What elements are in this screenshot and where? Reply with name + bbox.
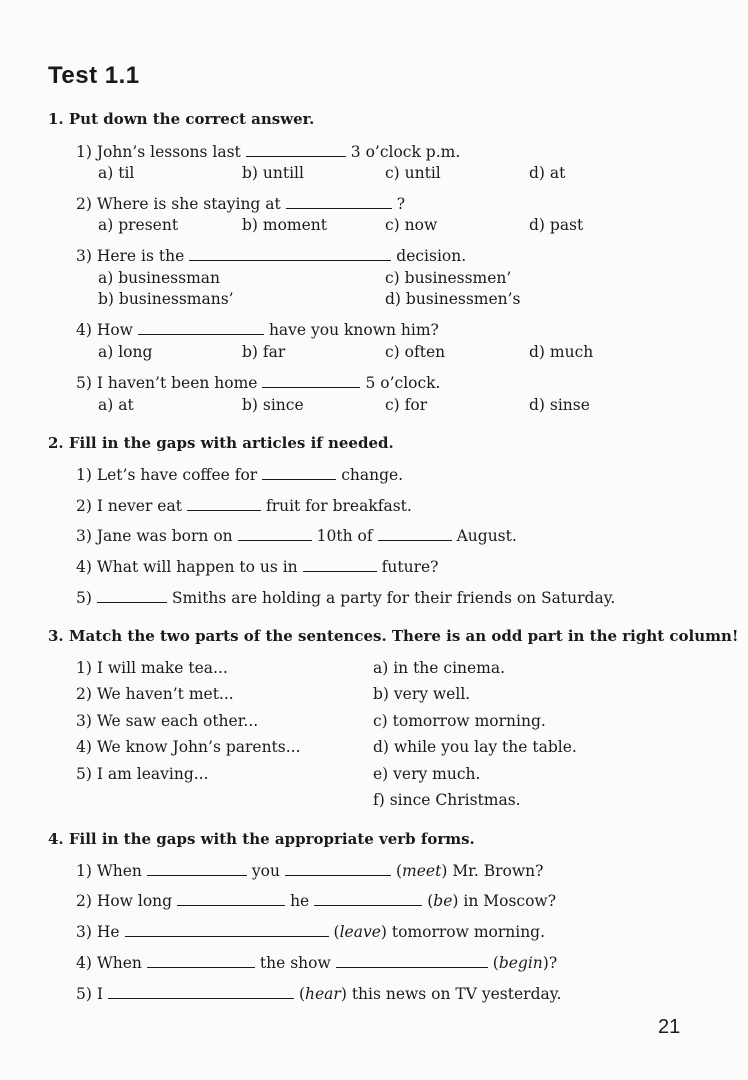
s1-q5-text: 5) I haven’t been home (76, 374, 258, 392)
section-3-heading: 3. Match the two parts of the sentences. There is an odd part in the right column! (48, 627, 739, 645)
s4-line-4: 4) When the show (begin)? (76, 954, 558, 972)
s1-q5-option-d[interactable]: d) sinse (529, 396, 590, 414)
s1-q1-stem (76, 142, 460, 162)
verb-hint: meet (402, 862, 442, 880)
s1-q2-text: 2) Where is she staying at (76, 195, 281, 213)
s1-q4-option-c[interactable]: c) often (385, 343, 446, 361)
s1-q1-text-end: 3 o’clock p.m. (350, 143, 461, 161)
answer-gap[interactable] (189, 246, 391, 261)
s1-q2-stem (76, 194, 405, 214)
s2-l1-text-end: change. (341, 466, 404, 484)
s4-l3-text-end: tomorrow morning. (391, 923, 546, 941)
s2-l5-text-end: Smiths are holding a party for their friends on Saturday. (171, 589, 616, 607)
answer-gap[interactable] (262, 373, 360, 388)
s4-l4-text-mid: the show (259, 954, 331, 972)
s2-l5-text: 5) (76, 589, 92, 607)
answer-gap[interactable] (238, 526, 312, 541)
answer-gap[interactable] (147, 861, 247, 876)
s2-l3-text-mid: 10th of (316, 527, 373, 545)
s1-q2-option-d[interactable]: d) past (529, 216, 584, 234)
s1-q4-option-b[interactable]: b) far (242, 343, 286, 361)
section-1-heading: 1. Put down the correct answer. (48, 110, 315, 128)
s1-q4-text: 4) How (76, 321, 133, 339)
s2-line-3 (76, 526, 517, 546)
page-title: Test 1.1 (48, 62, 140, 89)
s3-left-item-3[interactable]: 3) We saw each other... (76, 712, 259, 730)
s3-left-item-5[interactable]: 5) I am leaving... (76, 765, 209, 783)
s1-q1-text: 1) John’s lessons last (76, 143, 241, 161)
s1-q5-option-b[interactable]: b) since (242, 396, 304, 414)
s4-line-1: 1) When you (meet) Mr. Brown? (76, 862, 544, 880)
verb-hint: begin (498, 954, 543, 972)
page-number: 21 (658, 1016, 681, 1038)
s4-l2-text-mid: he (290, 892, 310, 910)
s4-line-2: 2) How long he (be) in Moscow? (76, 892, 557, 910)
s3-right-item-c[interactable]: c) tomorrow morning. (373, 712, 546, 730)
s3-right-item-d[interactable]: d) while you lay the table. (373, 738, 577, 756)
s4-line-5: 5) I (hear) this news on TV yesterday. (76, 985, 562, 1003)
answer-gap[interactable] (314, 891, 422, 906)
verb-hint: hear (305, 985, 341, 1003)
s1-q3-text-end: decision. (396, 247, 467, 265)
answer-gap[interactable] (246, 142, 346, 157)
s2-line-1 (76, 465, 403, 485)
answer-gap[interactable] (97, 588, 167, 603)
answer-gap[interactable] (303, 557, 377, 572)
s4-l4-text-end: ? (548, 954, 558, 972)
section-2-heading: 2. Fill in the gaps with articles if needed. (48, 434, 394, 452)
s1-q3-stem (76, 246, 466, 266)
s1-q3-text: 3) Here is the (76, 247, 185, 265)
s2-l3-text: 3) Jane was born on (76, 527, 233, 545)
s1-q5-option-a[interactable]: a) at (98, 396, 134, 414)
s3-right-item-e[interactable]: e) very much. (373, 765, 481, 783)
s1-q5-option-c[interactable]: c) for (385, 396, 428, 414)
s4-line-3: 3) He (leave) tomorrow morning. (76, 923, 546, 941)
s1-q2-option-b[interactable]: b) moment (242, 216, 328, 234)
s1-q4-option-a[interactable]: a) long (98, 343, 153, 361)
answer-gap[interactable] (262, 465, 336, 480)
answer-gap[interactable] (285, 861, 391, 876)
s1-q2-option-a[interactable]: a) present (98, 216, 179, 234)
s3-left-item-4[interactable]: 4) We know John’s parents... (76, 738, 301, 756)
s1-q4-stem (76, 320, 439, 340)
answer-gap[interactable] (177, 891, 285, 906)
s1-q4-option-d[interactable]: d) much (529, 343, 594, 361)
s3-right-item-b[interactable]: b) very well. (373, 685, 471, 703)
s4-l1-text-end: Mr. Brown? (452, 862, 544, 880)
answer-gap[interactable] (125, 922, 329, 937)
s4-l2-text: 2) How long (76, 892, 173, 910)
s4-l4-text: 4) When (76, 954, 142, 972)
s2-l4-text: 4) What will happen to us in (76, 558, 298, 576)
verb-hint: leave (339, 923, 381, 941)
s2-line-5 (76, 588, 615, 608)
verb-hint: be (433, 892, 453, 910)
s2-l3-text-end: August. (456, 527, 517, 545)
s3-right-item-f[interactable]: f) since Christmas. (373, 791, 521, 809)
s4-l5-text-end: this news on TV yesterday. (351, 985, 562, 1003)
answer-gap[interactable] (108, 984, 294, 999)
s2-l1-text: 1) Let’s have coffee for (76, 466, 258, 484)
answer-gap[interactable] (187, 496, 261, 511)
s3-left-item-2[interactable]: 2) We haven’t met... (76, 685, 234, 703)
s1-q4-text-end: have you known him? (268, 321, 439, 339)
answer-gap[interactable] (378, 526, 452, 541)
s1-q5-stem (76, 373, 441, 393)
s1-q1-option-b[interactable]: b) untill (242, 164, 304, 182)
s1-q1-option-c[interactable]: c) until (385, 164, 441, 182)
s2-l2-text: 2) I never eat (76, 497, 182, 515)
answer-gap[interactable] (286, 194, 392, 209)
s4-l3-text: 3) He (76, 923, 120, 941)
s3-right-item-a[interactable]: a) in the cinema. (373, 659, 506, 677)
section-4-heading: 4. Fill in the gaps with the appropriate verb forms. (48, 830, 475, 848)
s4-l5-text: 5) I (76, 985, 103, 1003)
s1-q3-option-a[interactable]: a) businessman (98, 269, 221, 287)
s1-q2-text-end: ? (396, 195, 406, 213)
s2-line-4 (76, 557, 438, 577)
s3-left-item-1[interactable]: 1) I will make tea... (76, 659, 228, 677)
answer-gap[interactable] (138, 320, 264, 335)
s2-line-2 (76, 496, 412, 516)
answer-gap[interactable] (147, 953, 255, 968)
s1-q1-option-d[interactable]: d) at (529, 164, 566, 182)
s1-q3-option-c[interactable]: c) businessmen’ (385, 269, 512, 287)
s1-q1-option-a[interactable]: a) til (98, 164, 135, 182)
s1-q2-option-c[interactable]: c) now (385, 216, 438, 234)
s1-q5-text-end: 5 o’clock. (365, 374, 441, 392)
s2-l4-text-end: future? (381, 558, 439, 576)
s2-l2-text-end: fruit for breakfast. (265, 497, 412, 515)
s4-l1-text-mid: you (251, 862, 280, 880)
answer-gap[interactable] (336, 953, 488, 968)
s1-q3-option-d[interactable]: d) businessmen’s (385, 290, 521, 308)
s4-l2-text-end: in Moscow? (463, 892, 557, 910)
s4-l1-text: 1) When (76, 862, 142, 880)
s1-q3-option-b[interactable]: b) businessmans’ (98, 290, 234, 308)
